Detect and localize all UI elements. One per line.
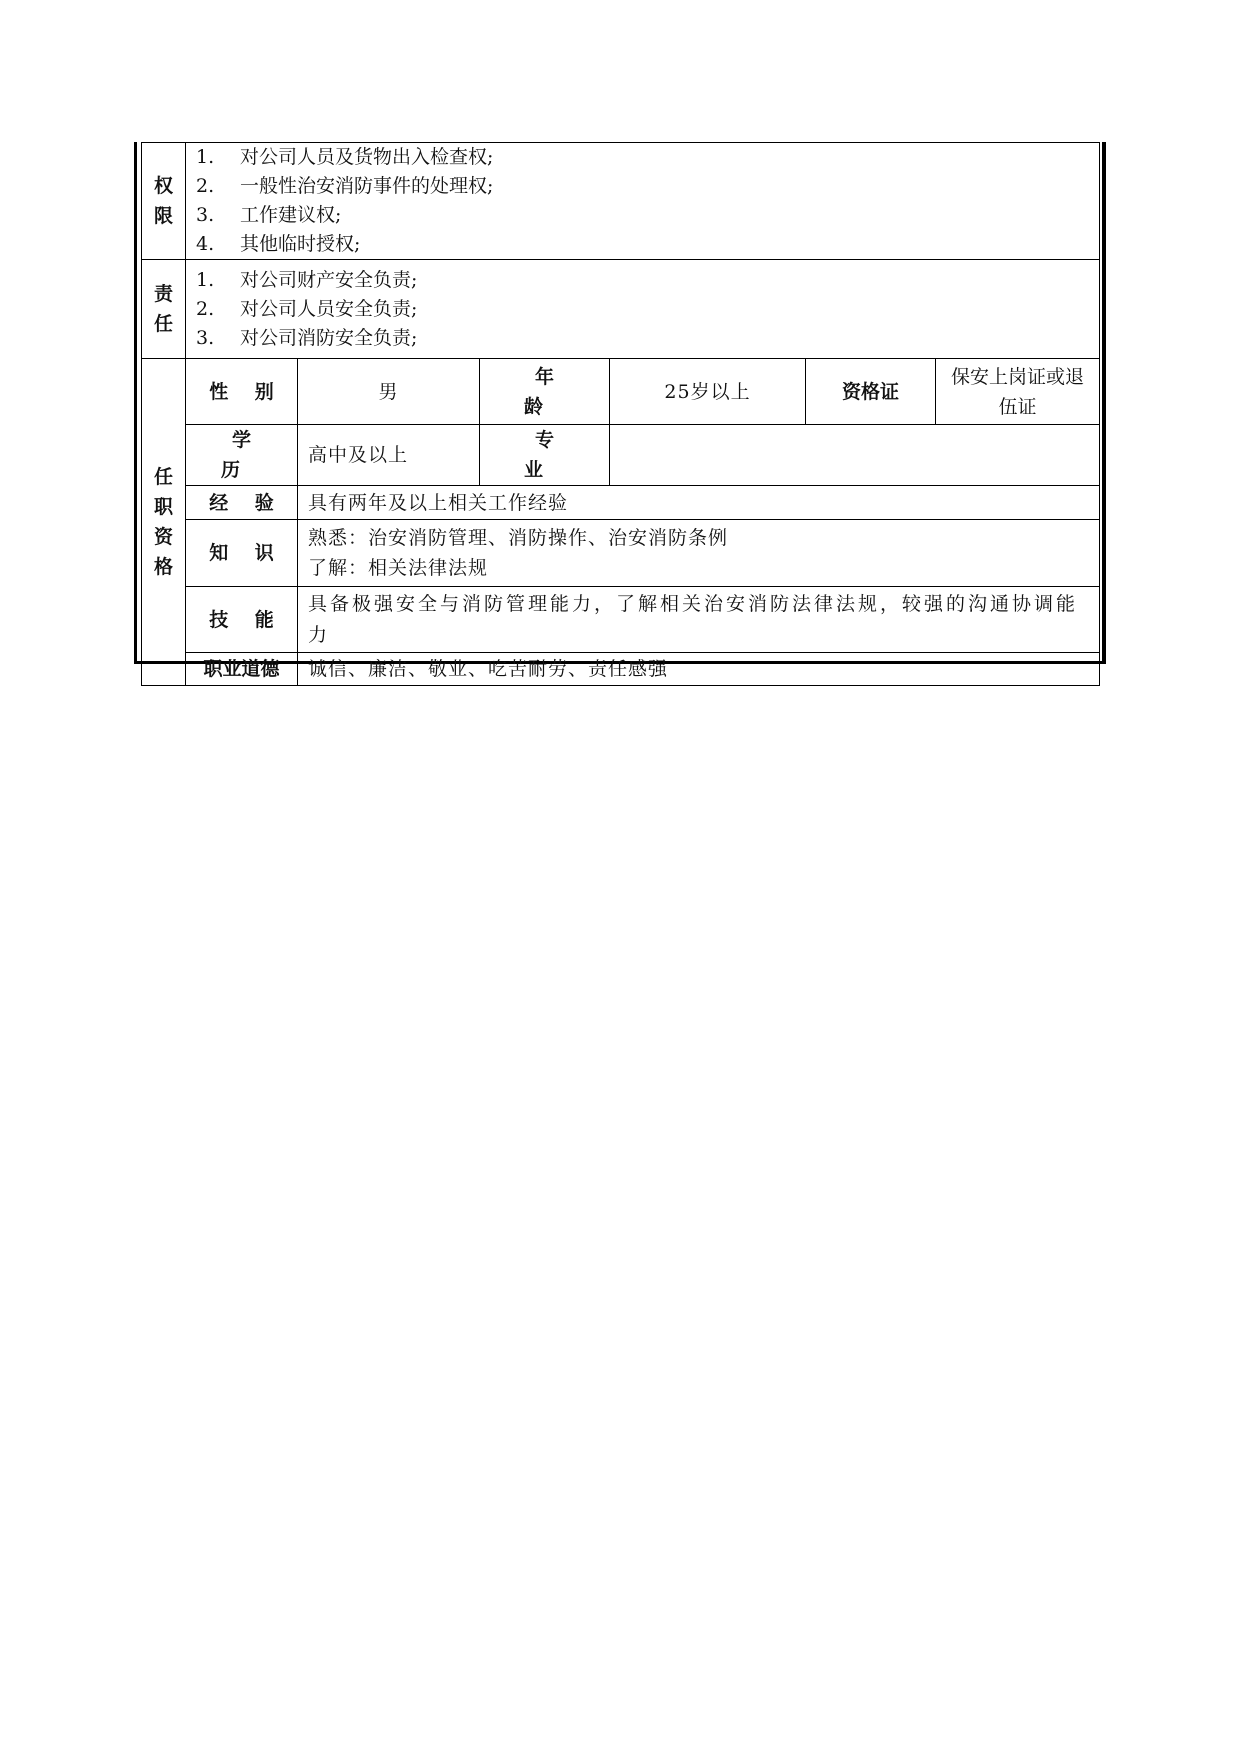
responsibility-section-title: 责 任 [142,260,186,359]
list-item: 4. 其他临时授权; [196,233,361,255]
knowledge-line-familiar: 熟悉：治安消防管理、消防操作、治安消防条例 [308,527,729,549]
knowledge-line-understand: 了解：相关法律法规 [308,557,489,579]
gender-value: 男 [298,359,480,425]
certificate-label: 资格证 [806,359,936,425]
experience-label: 经 验 [186,486,298,520]
education-value: 高中及以上 [298,425,480,486]
list-item: 1. 对公司财产安全负责; [196,268,418,291]
major-label: 专 业 [480,425,610,486]
list-item: 2. 一般性治安消防事件的处理权; [196,175,494,197]
list-item: 2. 对公司人员安全负责; [196,297,418,320]
education-label: 学 历 [186,425,298,486]
knowledge-label: 知 识 [186,520,298,587]
qualification-row-education [142,425,1100,486]
job-description-table [141,142,1100,686]
list-item: 3. 对公司消防安全负责; [196,326,418,349]
authority-row [142,143,1100,260]
certificate-value: 保安上岗证或退伍证 [936,359,1100,425]
list-item: 3. 工作建议权; [196,204,342,226]
authority-list [186,143,1100,260]
responsibility-list [186,260,1100,359]
qualification-row-skill [142,587,1100,653]
responsibility-row [142,260,1100,359]
authority-section-title: 权 限 [142,143,186,260]
major-value [610,425,1100,486]
qualification-row-basic [142,359,1100,425]
qualification-row-knowledge [142,520,1100,587]
qualification-section-title: 任 职 资 格 [142,359,186,686]
skill-label: 技 能 [186,587,298,653]
qualification-row-ethics [142,653,1100,686]
ethics-value: 诚信、廉洁、敬业、吃苦耐劳、责任感强 [298,653,1100,686]
gender-label: 性 别 [186,359,298,425]
skill-value: 具备极强安全与消防管理能力，了解相关治安消防法律法规，较强的沟通协调能力 [298,587,1100,653]
knowledge-value [298,520,1100,587]
age-label: 年 龄 [480,359,610,425]
list-item: 1. 对公司人员及货物出入检查权; [196,146,494,168]
qualification-row-experience [142,486,1100,520]
ethics-label: 职业道德 [186,653,298,686]
experience-value: 具有两年及以上相关工作经验 [298,486,1100,520]
age-value: 25岁以上 [610,359,806,425]
